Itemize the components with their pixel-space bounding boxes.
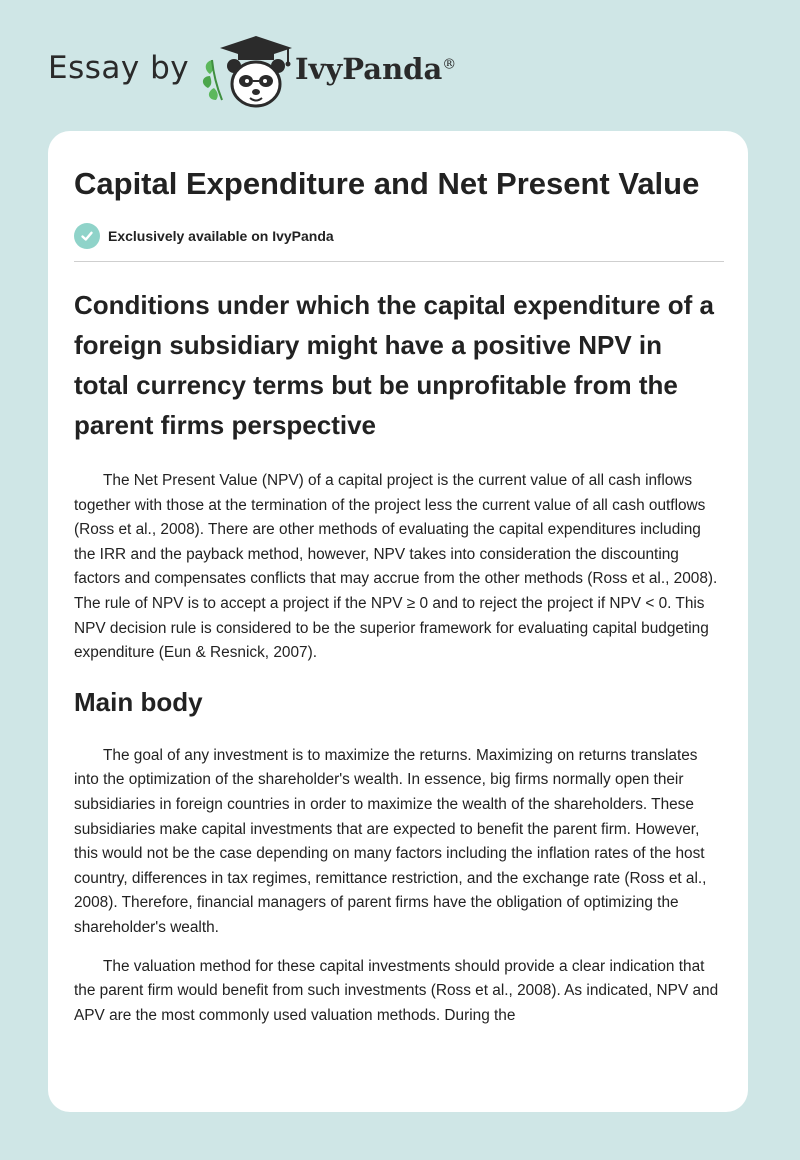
paragraph-valuation-method: The valuation method for these capital investments should provide a clear indication that the parent firm would benefit from such investments (Ross et al., 2008). As indicated, NPV and APV are the most commonly used valuation methods. During the <box>74 957 719 1024</box>
divider <box>74 261 724 262</box>
section-heading-conditions: Conditions under which the capital expenditure of a foreign subsidiary might have a positive NPV in total currency terms but be unprofitable from the parent firms perspective <box>74 290 714 440</box>
panda-graduate-logo-icon[interactable] <box>200 30 296 114</box>
brand-name[interactable]: IvyPanda® <box>295 52 457 86</box>
brand-prefix: Essay by <box>48 50 190 86</box>
site-header <box>48 30 488 114</box>
paragraph-investment-goal: The goal of any investment is to maximize the returns. Maximizing on returns translates into the optimization of the shareholder's wealth. In essence, big firms normally open their subsidiaries in foreign countries in order to maximize the wealth of the shareholders. These subsidiaries make capital investments that are expected to benefit the parent firm. However, this would not be the case depending on many factors including the inflation rates of the host country, differences in tax regimes, remittance restriction, and the exchange rate (Ross et al., 2008). Therefore, financial managers of parent firms have the obligation of optimizing the shareholder's wealth. <box>74 746 707 936</box>
article-card <box>48 131 748 1112</box>
paragraph-npv-definition: The Net Present Value (NPV) of a capital project is the current value of all cash inflows together with those at the termination of the project less the current value of all cash outflows (Ross et al., 2008). There are other methods of evaluating the capital expenditures including the IRR and the payback method, however, NPV takes into consideration the discounting factors and compensates conflicts that may accrue from the other methods (Ross et al., 2008). The rule of NPV is to accept a project if the NPV ≥ 0 and to reject the project if NPV < 0. This NPV decision rule is considered to be the superior framework for evaluating capital budgeting expenditure (Eun & Resnick, 2007). <box>74 472 718 662</box>
section-heading-main-body: Main body <box>74 686 203 717</box>
check-circle-icon <box>74 223 100 249</box>
article-title: Capital Expenditure and Net Present Value <box>74 166 700 201</box>
article-content <box>74 163 724 1028</box>
exclusive-badge-text: Exclusively available on IvyPanda <box>108 228 334 244</box>
exclusive-badge <box>74 223 724 249</box>
brand-registered-mark: ® <box>442 56 457 73</box>
